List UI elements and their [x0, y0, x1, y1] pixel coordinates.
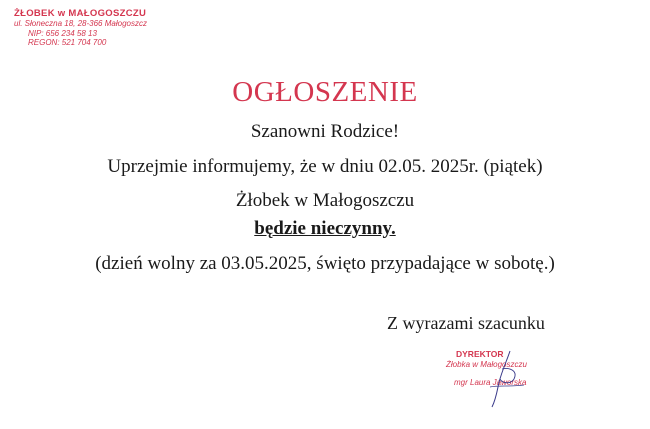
notice-line-reason: (dzień wolny za 03.05.2025, święto przypadające w sobotę.) — [95, 253, 555, 274]
header-stamp — [14, 8, 147, 48]
stamp-name: mgr Laura Jaworska — [454, 378, 527, 387]
stamp-nip: NIP: 656 234 58 13 — [28, 28, 97, 38]
stamp-regon: REGON: 521 704 700 — [28, 38, 107, 47]
stamp-organization: ŻŁOBEK w MAŁOGOSZCZU — [14, 8, 147, 19]
notice-line-closed: będzie nieczynny. — [254, 218, 396, 239]
stamp-address: ul. Słoneczna 18, 28-366 Małogoszcz — [14, 19, 147, 28]
notice-line-institution: Żłobek w Małogoszczu — [235, 190, 415, 211]
notice-title: OGŁOSZENIE — [232, 76, 418, 108]
notice-line-date: Uprzejmie informujemy, że w dniu 02.05. 2025r. (piątek) — [107, 156, 543, 177]
closing-phrase: Z wyrazami szacunku — [387, 313, 545, 333]
stamp-place: Żłobka w Małogoszczu — [446, 360, 527, 369]
director-stamp — [440, 349, 560, 409]
stamp-role: DYREKTOR — [456, 349, 504, 359]
notice-greeting: Szanowni Rodzice! — [250, 121, 400, 142]
handwritten-signature — [440, 349, 560, 409]
